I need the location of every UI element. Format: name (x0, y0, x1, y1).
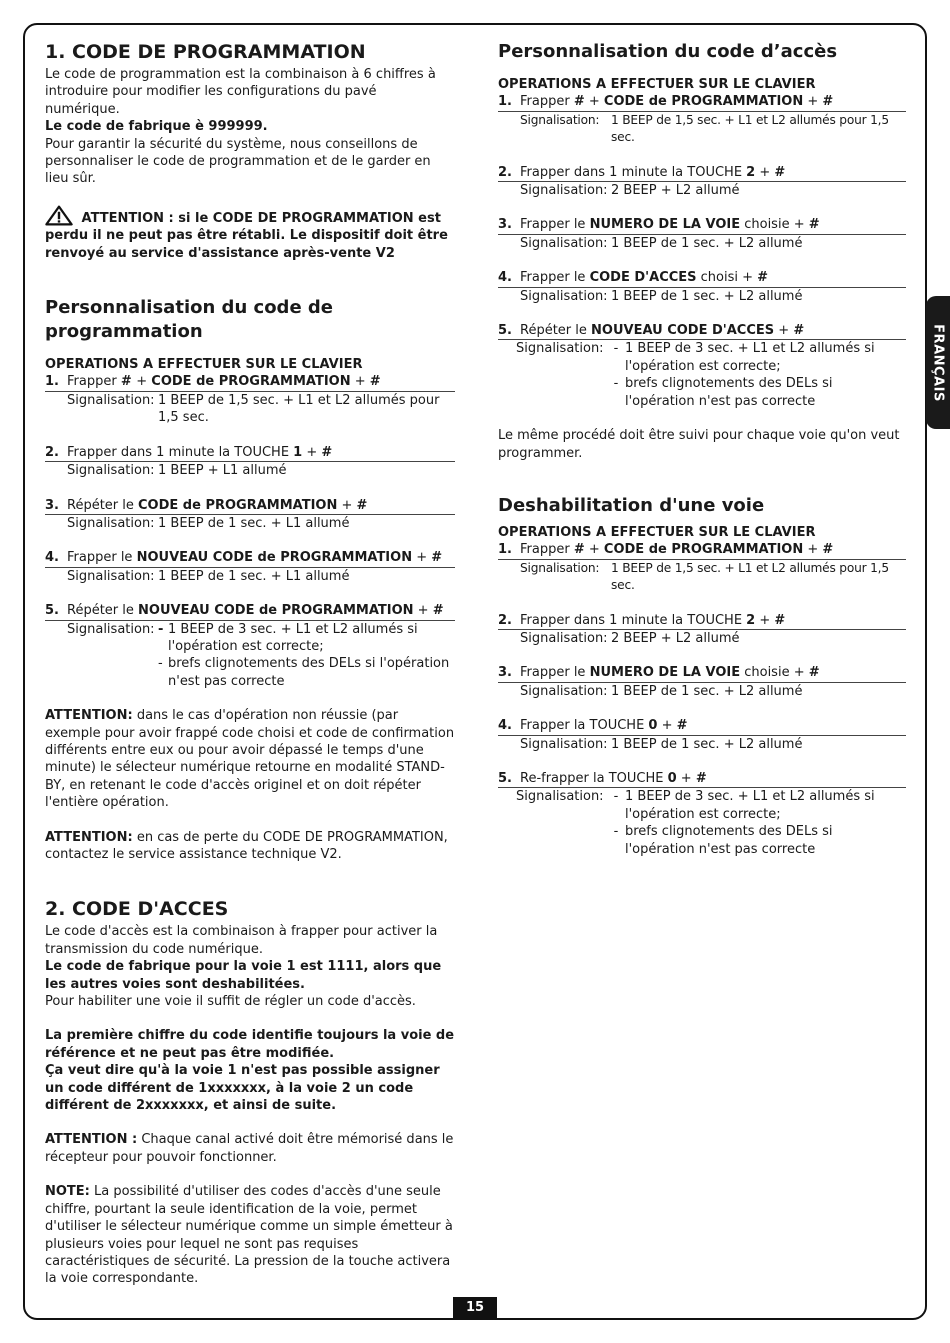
heading-perso-acces: Personnalisation du code d’accès (498, 41, 838, 62)
prog-step-4-signal: Signalisation: 1 BEEP de 1 sec. + L1 allumé (67, 568, 350, 584)
language-tab: FRANÇAIS (926, 296, 950, 429)
desh-step-1-signal: Signalisation: 1 BEEP de 1,5 sec. + L1 et L2 allumés pour 1,5 sec. (520, 560, 889, 593)
prog-step-3: 3. Répéter le CODE de PROGRAMMATION + # (45, 497, 455, 515)
page-number: 15 (453, 1297, 497, 1319)
heading-perso-programmation: Personnalisation du code de programmation (45, 297, 334, 343)
prog-intro-2: Pour garantir la sécurité du système, nous conseillons de personnaliser le code de programmation et de le garder en lieu sûr. (45, 136, 431, 187)
acces-step-3-signal: Signalisation: 1 BEEP de 1 sec. + L2 allumé (520, 235, 803, 251)
desh-step-5-signal: Signalisation: - 1 BEEP de 3 sec. + L1 et L2 allumés si l'opération est correcte; - brefs clignotements des DELs si l'opération n'est pas correcte (516, 789, 875, 857)
acces-bold-2: Ça veut dire qu'à la voie 1 n'est pas possible assigner un code différent de 1xxxxxxx, à la voie 2 un code différent de 2xxxxxxx, et ainsi de suite. (45, 1063, 440, 1114)
warning-triangle-icon (45, 205, 73, 226)
ops-label: OPERATIONS A EFFECTUER SUR LE CLAVIER (498, 524, 816, 540)
attention-1: ATTENTION: dans le cas d'opération non réussie (par exemple pour avoir frappé code choisi et code de confirmation différents entre eux ou pour avoir dépassé le temps d'une minute) le sélecteur numérique retourne en modalité STAND-BY, en retenant le code d'accès originel et on doit répéter l'entière opération. (45, 708, 455, 811)
prog-step-5: 5. Répéter le NOUVEAU CODE de PROGRAMMATION + # (45, 602, 455, 620)
desh-step-4: 4. Frapper la TOUCHE 0 + # (498, 717, 906, 735)
acces-intro-2: Pour habiliter une voie il suffit de régler un code d'accès. (45, 994, 416, 1010)
attention-3: ATTENTION : Chaque canal activé doit être mémorisé dans le récepteur pour pouvoir fonctionner. (45, 1132, 454, 1165)
acces-step-4: 4. Frapper le CODE D'ACCES choisi + # (498, 269, 906, 287)
heading-code-programmation: 1. CODE DE PROGRAMMATION (45, 41, 366, 63)
desh-step-5: 5. Re-frapper la TOUCHE 0 + # (498, 770, 906, 788)
acces-intro-bold: Le code de fabrique pour la voie 1 est 1111, alors que les autres voies sont deshabilitées. (45, 959, 442, 992)
acces-intro-1: Le code d'accès est la combinaison à frapper pour activer la transmission du code numérique. (45, 924, 438, 957)
desh-step-4-signal: Signalisation: 1 BEEP de 1 sec. + L2 allumé (520, 736, 803, 752)
acces-step-5-signal: Signalisation: - 1 BEEP de 3 sec. + L1 et L2 allumés si l'opération est correcte; - brefs clignotements des DELs si l'opération n'est pas correcte (516, 341, 875, 409)
desh-step-3-signal: Signalisation: 1 BEEP de 1 sec. + L2 allumé (520, 683, 803, 699)
left-column (45, 40, 455, 1288)
prog-step-1: 1. Frapper # + CODE de PROGRAMMATION + # (45, 373, 455, 391)
acces-bold-1: La première chiffre du code identifie toujours la voie de référence et ne peut pas être modifiée. (45, 1028, 455, 1061)
prog-step-4: 4. Frapper le NOUVEAU CODE de PROGRAMMATION + # (45, 549, 455, 567)
prog-step-3-signal: Signalisation: 1 BEEP de 1 sec. + L1 allumé (67, 515, 350, 531)
same-procedure-note: Le même procédé doit être suivi pour chaque voie qu'on veut programmer. (498, 428, 900, 461)
prog-step-1-signal: Signalisation: 1 BEEP de 1,5 sec. + L1 et L2 allumés pour 1,5 sec. (67, 392, 440, 426)
acces-step-4-signal: Signalisation: 1 BEEP de 1 sec. + L2 allumé (520, 288, 803, 304)
acces-step-2: 2. Frapper dans 1 minute la TOUCHE 2 + # (498, 164, 906, 182)
desh-step-2-signal: Signalisation: 2 BEEP + L2 allumé (520, 630, 740, 646)
heading-deshabilitation: Deshabilitation d'une voie (498, 494, 765, 516)
desh-step-2: 2. Frapper dans 1 minute la TOUCHE 2 + # (498, 612, 906, 630)
attention-2: ATTENTION: en cas de perte du CODE DE PROGRAMMATION, contactez le service assistance technique V2. (45, 829, 448, 862)
heading-code-acces: 2. CODE D'ACCES (45, 898, 229, 921)
acces-step-1: 1. Frapper # + CODE de PROGRAMMATION + # (498, 93, 906, 111)
prog-step-2: 2. Frapper dans 1 minute la TOUCHE 1 + # (45, 444, 455, 462)
ops-label: OPERATIONS A EFFECTUER SUR LE CLAVIER (45, 357, 363, 373)
acces-step-2-signal: Signalisation: 2 BEEP + L2 allumé (520, 183, 740, 199)
desh-step-1: 1. Frapper # + CODE de PROGRAMMATION + # (498, 541, 906, 559)
prog-intro-bold: Le code de fabrique è 999999. (45, 119, 268, 135)
prog-step-2-signal: Signalisation: 1 BEEP + L1 allumé (67, 463, 287, 479)
acces-step-5: 5. Répéter le NOUVEAU CODE D'ACCES + # (498, 322, 906, 340)
ops-label: OPERATIONS A EFFECTUER SUR LE CLAVIER (498, 77, 816, 92)
acces-step-3: 3. Frapper le NUMERO DE LA VOIE choisie + # (498, 216, 906, 234)
prog-intro-1: Le code de programmation est la combinaison à 6 chiffres à introduire pour modifier les configurations du pavé numérique. (45, 67, 436, 117)
prog-step-5-signal: Signalisation: - 1 BEEP de 3 sec. + L1 et L2 allumés si l'opération est correcte; - brefs clignotements des DELs si l'opération n'est pas correcte (67, 621, 450, 689)
note: NOTE: La possibilité d'utiliser des codes d'accès d'une seule chiffre, pourtant la seule identification de la voie, permet d'utiliser le sélecteur numérique comme un simple émetteur à plusieurs voies pour lequel ne sont pas requises caractéristiques de sécurité. La pression de la touche activera la voie correspondante. (45, 1184, 453, 1287)
right-column (498, 40, 906, 858)
desh-step-3: 3. Frapper le NUMERO DE LA VOIE choisie + # (498, 664, 906, 682)
warning-block (45, 205, 455, 262)
warning-text: ATTENTION : si le CODE DE PROGRAMMATION est perdu il ne peut pas être rétabli. Le dispositif doit être renvoyé au service d'assistance après-vente V2 (45, 205, 455, 262)
acces-step-1-signal: Signalisation: 1 BEEP de 1,5 sec. + L1 et L2 allumés pour 1,5 sec. (520, 112, 889, 145)
